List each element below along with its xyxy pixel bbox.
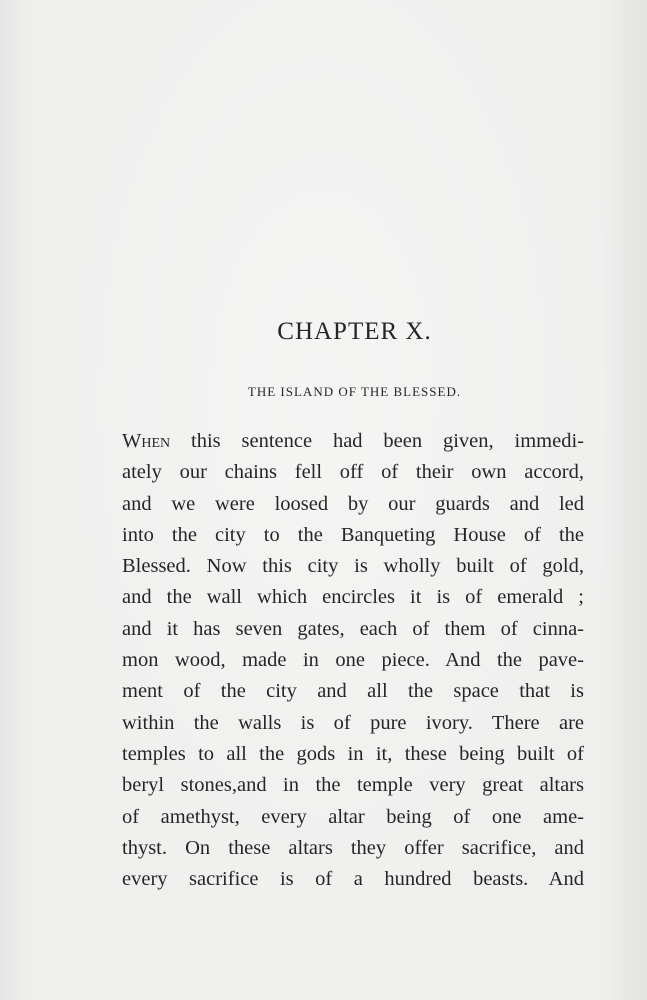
text-line: temples to all the gods in it, these being built of <box>122 742 584 765</box>
text-line: ment of the city and all the space that is <box>122 680 584 703</box>
text-line: into the city to the Banqueting House of the <box>122 523 584 546</box>
chapter-subtitle: THE ISLAND OF THE BLESSED. <box>247 384 462 399</box>
text-line: Blessed. Now this city is wholly built of gold, <box>122 555 584 578</box>
text-line: and it has seven gates, each of them of cinna- <box>122 617 584 640</box>
text-line: When this sentence had been given, immedi- <box>122 430 584 452</box>
text-line: and the wall which encircles it is of emerald ; <box>122 586 584 609</box>
text-line: ately our chains fell off of their own accord, <box>122 461 584 484</box>
text-line: of amethyst, every altar being of one ame- <box>122 805 584 828</box>
text-line: beryl stones,and in the temple very great altars <box>122 774 584 797</box>
text-line: every sacrifice is of a hundred beasts. And <box>122 868 584 891</box>
text-line: thyst. On these altars they offer sacrifice, and <box>122 836 584 859</box>
chapter-title: CHAPTER X. <box>277 318 432 345</box>
text-line: mon wood, made in one piece. And the pave- <box>122 649 584 672</box>
body-paragraph <box>122 426 584 895</box>
text-line: within the walls is of pure ivory. There are <box>122 711 584 734</box>
opening-word: When <box>122 430 171 452</box>
text-line: and we were loosed by our guards and led <box>122 492 584 515</box>
reverse-side-bleed-through <box>120 160 540 191</box>
